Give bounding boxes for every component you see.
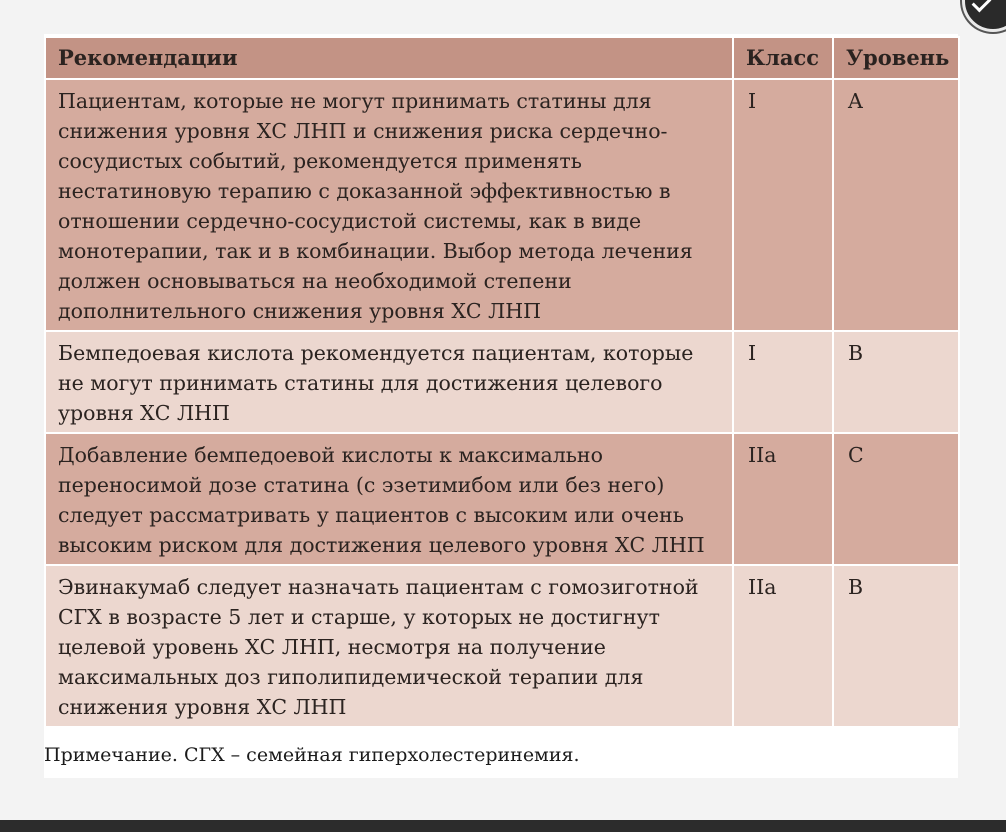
table-row bbox=[45, 565, 959, 727]
table-header-row bbox=[45, 37, 959, 79]
header-class: Класс bbox=[733, 37, 833, 79]
recommendation-text: Добавление бемпедоевой кислоты к максимально переносимой дозе статина (с эзетимибом или без него) следует рассматривать у пациентов с высоким или очень высоким риском для достижения целевого уровня ХС ЛНП bbox=[45, 433, 733, 565]
recommendation-class: I bbox=[733, 79, 833, 331]
recommendations-table bbox=[44, 36, 960, 728]
recommendation-level: C bbox=[833, 433, 959, 565]
recommendation-class: IIa bbox=[733, 433, 833, 565]
header-level: Уровень bbox=[833, 37, 959, 79]
recommendation-level: B bbox=[833, 565, 959, 727]
recommendation-text: Бемпедоевая кислота рекомендуется пациентам, которые не могут принимать статины для достижения целевого уровня ХС ЛНП bbox=[45, 331, 733, 433]
table-row bbox=[45, 79, 959, 331]
table-row bbox=[45, 433, 959, 565]
table-row bbox=[45, 331, 959, 433]
recommendation-class: IIa bbox=[733, 565, 833, 727]
check-icon bbox=[972, 0, 992, 12]
header-recommendations: Рекомендации bbox=[45, 37, 733, 79]
recommendation-class: I bbox=[733, 331, 833, 433]
recommendation-text: Пациентам, которые не могут принимать статины для снижения уровня ХС ЛНП и снижения риска сердечно-сосудистых событий, рекомендуется применять нестатиновую терапию с доказанной эффективностью в отношении сердечно-сосудистой системы, как в виде монотерапии, так и в комбинации. Выбор метода лечения должен основываться на необходимой степени дополнительного снижения уровня ХС ЛНП bbox=[45, 79, 733, 331]
document-sheet bbox=[44, 34, 958, 778]
recommendation-level: A bbox=[833, 79, 959, 331]
corner-button[interactable] bbox=[962, 0, 1006, 32]
recommendation-text: Эвинакумаб следует назначать пациентам с гомозиготной СГХ в возрасте 5 лет и старше, у которых не достигнут целевой уровень ХС ЛНП, несмотря на получение максимальных доз гиполипидемической терапии для снижения уровня ХС ЛНП bbox=[45, 565, 733, 727]
recommendation-level: B bbox=[833, 331, 959, 433]
table-note: Примечание. СГХ – семейная гиперхолестеринемия. bbox=[44, 744, 580, 766]
bottom-bar bbox=[0, 820, 1006, 832]
